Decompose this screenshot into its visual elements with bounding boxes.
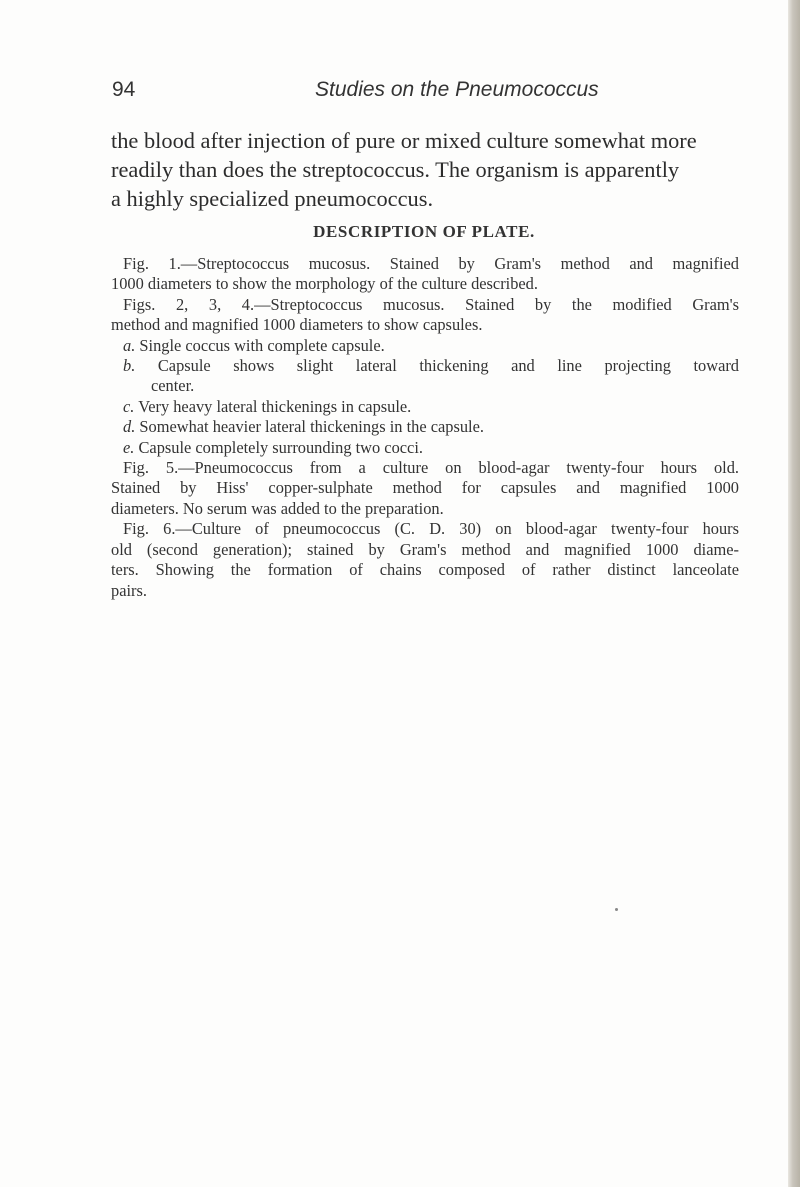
- item-text: Single coccus with complete capsule.: [139, 335, 385, 355]
- plate-item-e: [111, 438, 739, 458]
- plate-item-c: [111, 397, 739, 417]
- running-title: Studies on the Pneumococcus: [315, 78, 599, 101]
- plate-line: Fig. 5.—Pneumococcus from a culture on blood-agar twenty-four hours old.: [123, 458, 739, 478]
- lead-paragraph: [111, 126, 743, 213]
- paper-speck: [615, 908, 618, 911]
- plate-line: 1000 diameters to show the morphology of the culture described.: [111, 274, 538, 294]
- plate-item-a: [111, 336, 739, 356]
- item-letter: a.: [123, 335, 136, 355]
- item-letter: b.: [123, 356, 136, 376]
- item-text: Somewhat heavier lateral thickenings in the capsule.: [139, 417, 484, 437]
- page-edge-shadow: [788, 0, 800, 1187]
- item-letter: e.: [123, 437, 135, 457]
- item-letter: c.: [123, 396, 135, 416]
- plate-item-d: [111, 417, 739, 437]
- plate-line: ters. Showing the formation of chains composed of rather distinct lanceolate: [111, 560, 739, 580]
- plate-item-b: [111, 356, 739, 376]
- plate-line: method and magnified 1000 diameters to show capsules.: [111, 315, 483, 335]
- lead-line: readily than does the streptococcus. The organism is apparently: [111, 157, 680, 182]
- plate-item-b-continued: center.: [151, 376, 195, 396]
- page-number: 94: [112, 78, 136, 101]
- plate-line: pairs.: [111, 580, 147, 600]
- plate-line: diameters. No serum was added to the preparation.: [111, 498, 444, 518]
- running-head: [112, 78, 740, 108]
- plate-description: [111, 254, 739, 601]
- lead-line: the blood after injection of pure or mixed culture somewhat more: [111, 128, 697, 153]
- plate-line: Fig. 1.—Streptococcus mucosus. Stained by Gram's method and magnified: [123, 254, 739, 273]
- item-text: Capsule completely surrounding two cocci.: [138, 437, 423, 457]
- item-text: Capsule shows slight lateral thickening and line projecting toward: [157, 356, 739, 376]
- lead-line: a highly specialized pneumococcus.: [111, 186, 434, 211]
- item-letter: d.: [123, 417, 136, 437]
- plate-line: old (second generation); stained by Gram's method and magnified 1000 diame-: [111, 539, 739, 559]
- plate-line: Stained by Hiss' copper-sulphate method for capsules and magnified 1000: [111, 478, 739, 498]
- item-text: Very heavy lateral thickenings in capsule.: [138, 396, 412, 416]
- plate-line: Fig. 6.—Culture of pneumococcus (C. D. 30) on blood-agar twenty-four hours: [123, 519, 739, 539]
- plate-heading: DESCRIPTION OF PLATE.: [313, 222, 535, 241]
- plate-line: Figs. 2, 3, 4.—Streptococcus mucosus. Stained by the modified Gram's: [123, 294, 739, 314]
